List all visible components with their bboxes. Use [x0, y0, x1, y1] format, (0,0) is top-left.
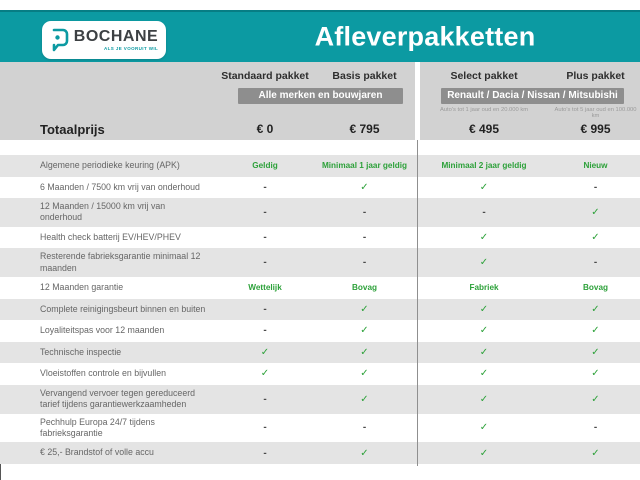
cell-text: Nieuw	[583, 161, 608, 171]
dash-icon: -	[263, 181, 267, 193]
check-icon: ✓	[360, 447, 369, 459]
check-icon: ✓	[591, 232, 600, 244]
check-icon: ✓	[591, 368, 600, 380]
check-icon: ✓	[591, 447, 600, 459]
dash-icon: -	[593, 181, 598, 193]
page-title: Afleverpakketten	[314, 21, 536, 52]
column-note	[312, 107, 417, 119]
check-icon: ✓	[479, 181, 489, 193]
row-label: 6 Maanden / 7500 km vrij van onderhoud	[40, 181, 200, 192]
table-row	[0, 385, 640, 414]
check-icon: ✓	[260, 346, 270, 358]
column-header-select: Select pakket	[450, 70, 518, 82]
table-row	[0, 342, 640, 364]
check-icon: ✓	[360, 303, 369, 315]
check-icon: ✓	[479, 346, 489, 358]
column-header-plus: Plus pakket	[566, 70, 625, 82]
cell-text: Wettelijk	[248, 283, 282, 293]
header-band	[0, 10, 640, 62]
table-row	[0, 277, 640, 299]
check-icon: ✓	[591, 206, 600, 218]
row-label: Pechhulp Europa 24/7 tijdens fabrieksgarantie	[40, 416, 155, 438]
dash-icon: -	[362, 257, 367, 269]
dash-icon: -	[263, 447, 267, 459]
cell-text: Bovag	[582, 283, 609, 293]
spacer-cell	[0, 70, 218, 83]
table-row	[0, 177, 640, 199]
dash-icon: -	[263, 393, 267, 405]
cell-text: Minimaal 2 jaar geldig	[441, 161, 527, 171]
table-row	[0, 442, 640, 464]
spacer-cell	[0, 104, 218, 119]
table-row	[0, 227, 640, 249]
check-icon: ✓	[479, 422, 489, 434]
badge-all-brands: Alle merken en bouwjaren	[238, 88, 403, 104]
dash-icon: -	[263, 206, 267, 218]
check-icon: ✓	[360, 181, 369, 193]
total-price-row	[0, 122, 640, 137]
check-icon: ✓	[591, 303, 600, 315]
check-icon: ✓	[479, 447, 489, 459]
bochane-logo-icon	[50, 28, 69, 52]
group-divider-body	[417, 140, 418, 466]
check-icon: ✓	[479, 257, 489, 269]
notes-row	[0, 104, 640, 119]
group-divider-header	[415, 62, 420, 140]
row-label: Complete reinigingsbeurt binnen en buiten	[40, 303, 206, 314]
dash-icon: -	[263, 422, 267, 434]
bottom-strip	[0, 464, 640, 480]
dash-icon: -	[362, 232, 367, 244]
row-label: Health check batterij EV/HEV/PHEV	[40, 231, 181, 242]
dash-icon: -	[362, 206, 367, 218]
check-icon: ✓	[479, 393, 489, 405]
badges-row	[0, 88, 640, 104]
cell-text: Fabriek	[469, 283, 499, 293]
check-icon: ✓	[260, 368, 270, 380]
column-note-select: Auto's tot 1 jaar oud en 20.000 km	[439, 106, 529, 113]
logo-tagline: ALS JE VOORUIT WIL	[103, 46, 159, 52]
check-icon: ✓	[479, 368, 489, 380]
dash-icon: -	[482, 206, 486, 218]
table-row	[0, 198, 640, 227]
column-header-basis: Basis pakket	[332, 70, 397, 82]
table-row	[0, 414, 640, 443]
row-label: Loyaliteitspas voor 12 maanden	[40, 325, 165, 336]
cell-text: Bovag	[351, 283, 378, 293]
row-label: Vervangend vervoer tegen gereduceerd tarief tijdens garantiewerkzaamheden	[40, 387, 196, 410]
dash-icon: -	[593, 422, 598, 434]
check-icon: ✓	[479, 303, 489, 315]
table-row	[0, 248, 640, 277]
dash-icon: -	[263, 257, 267, 269]
row-label: Algemene periodieke keuring (APK)	[40, 160, 180, 171]
check-icon: ✓	[591, 346, 600, 358]
row-label: € 25,- Brandstof of volle accu	[40, 447, 154, 458]
price-select: € 495	[468, 122, 500, 137]
table-row	[0, 155, 640, 177]
price-standaard: € 0	[256, 122, 274, 137]
check-icon: ✓	[360, 368, 369, 380]
table-header	[0, 62, 640, 140]
check-icon: ✓	[360, 393, 369, 405]
price-basis: € 795	[349, 122, 380, 137]
check-icon: ✓	[479, 325, 489, 337]
column-header-standaard: Standaard pakket	[221, 70, 309, 82]
bochane-logo	[42, 21, 166, 59]
check-icon: ✓	[360, 346, 369, 358]
logo-text-block	[74, 29, 158, 52]
price-plus: € 995	[580, 122, 611, 137]
dash-icon: -	[263, 325, 267, 337]
cell-text: Geldig	[252, 161, 278, 171]
badge-renault-group: Renault / Dacia / Nissan / Mitsubishi	[441, 88, 624, 104]
dash-icon: -	[362, 422, 367, 434]
row-label: Resterende fabrieksgarantie minimaal 12 maanden	[40, 251, 201, 273]
header-gap	[0, 140, 640, 155]
check-icon: ✓	[360, 325, 369, 337]
table-row	[0, 320, 640, 342]
column-note-plus: Auto's tot 5 jaar oud en 100.000 km	[554, 106, 637, 119]
table-row	[0, 363, 640, 385]
logo-text: BOCHANE	[73, 27, 159, 45]
dash-icon: -	[263, 303, 267, 315]
total-price-label: Totaalprijs	[40, 121, 105, 137]
row-label: Vloeistoffen controle en bijvullen	[40, 368, 167, 379]
check-icon: ✓	[479, 232, 489, 244]
dash-icon: -	[593, 257, 598, 269]
top-white-strip	[0, 0, 640, 10]
cell-text: Minimaal 1 jaar geldig	[321, 161, 408, 171]
row-label: Technische inspectie	[40, 346, 122, 357]
table-row	[0, 299, 640, 321]
check-icon: ✓	[591, 325, 600, 337]
column-names-row	[0, 70, 640, 83]
row-label: 12 Maanden / 15000 km vrij van onderhoud	[40, 201, 166, 223]
check-icon: ✓	[591, 393, 600, 405]
column-note	[218, 107, 312, 119]
dash-icon: -	[263, 232, 267, 244]
row-label: 12 Maanden garantie	[40, 282, 124, 293]
table-rows	[0, 155, 640, 464]
